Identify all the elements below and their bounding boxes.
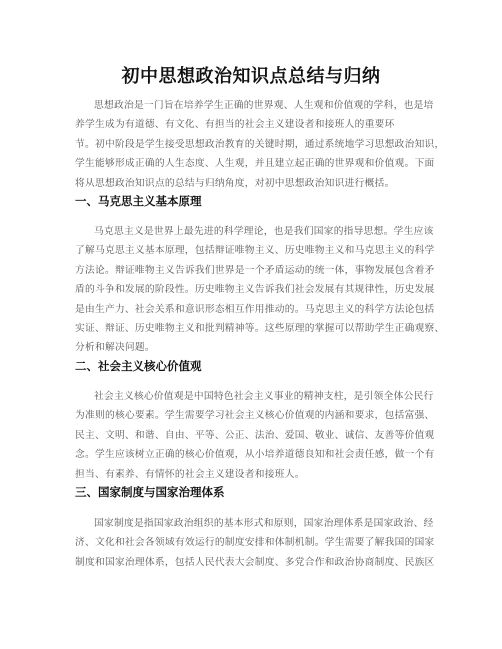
- paragraph-line: 将从思想政治知识点的总结与归纳角度，对初中思想政治知识进行概括。: [75, 177, 395, 189]
- paragraph-line: 制度和国家治理体系，包括人民代表大会制度、多党合作和政治协商制度、民族区: [75, 556, 435, 568]
- paragraph-line: 国家制度是指国家政治组织的基本形式和原则，国家治理体系是国家政治、经: [94, 518, 434, 529]
- section-paragraph-marxism: [75, 222, 445, 358]
- section-heading-core-values: 二、社会主义核心价值观: [75, 359, 202, 373]
- paragraph-line: 念。学生应该树立正确的核心价值观，从小培养道德良知和社会责任感，做一个有: [75, 449, 435, 461]
- section-heading-state-system: 三、国家制度与国家治理体系: [75, 485, 225, 499]
- paragraph-line: 担当、有素养、有情怀的社会主义建设者和接班人。: [75, 468, 305, 480]
- paragraph-line: 分析和解决问题。: [75, 342, 155, 354]
- paragraph-line: 养学生成为有道德、有文化、有担当的社会主义建设者和接班人的重要环: [75, 119, 395, 131]
- paragraph-line: 学生能够形成正确的人生态度、人生观，并且建立起正确的世界观和价值观。下面: [75, 158, 435, 170]
- paragraph-line: 了解马克思主义基本原理，包括辩证唯物主义、历史唯物主义和马克思主义的科学: [75, 245, 435, 257]
- paragraph-line: 节。初中阶段是学生接受思想政治教育的关键时期，通过系统地学习思想政治知识，: [75, 138, 445, 150]
- paragraph-line: 盾的斗争和发展的阶段性。历史唯物主义告诉我们社会发展有其规律性，历史发展: [75, 284, 435, 296]
- paragraph-line: 民主、文明、和谐、自由、平等、公正、法治、爱国、敬业、诚信、友善等价值观: [75, 429, 435, 441]
- paragraph-line: 社会主义核心价值观是中国特色社会主义事业的精神支柱，是引领全体公民行: [94, 391, 434, 402]
- paragraph-line: 思想政治是一门旨在培养学生正确的世界观、人生观和价值观的学科，也是培: [94, 100, 434, 111]
- intro-paragraph: [75, 96, 445, 193]
- paragraph-line: 为准则的核心要素。学生需要学习社会主义核心价值观的内涵和要求，包括富强、: [75, 410, 435, 422]
- paragraph-line: 方法论。辩证唯物主义告诉我们世界是一个矛盾运动的统一体，事物发展包含着矛: [75, 264, 435, 276]
- paragraph-line: 是由生产力、社会关系和意识形态相互作用推动的。马克思主义的科学方法论包括: [75, 303, 435, 315]
- section-paragraph-core-values: [75, 387, 435, 484]
- section-paragraph-state-system: [75, 514, 435, 572]
- document-title: 初中思想政治知识点总结与归纳: [121, 66, 381, 87]
- section-heading-marxism: 一、马克思主义基本原理: [75, 194, 202, 208]
- paragraph-line: 马克思主义是世界上最先进的科学理论，也是我们国家的指导思想。学生应该: [94, 226, 434, 237]
- paragraph-line: 济、文化和社会各领域有效运行的制度安排和体制机制。学生需要了解我国的国家: [75, 537, 435, 549]
- paragraph-line: 实证、辩证、历史唯物主义和批判精神等。这些原理的掌握可以帮助学生正确观察、: [75, 322, 445, 334]
